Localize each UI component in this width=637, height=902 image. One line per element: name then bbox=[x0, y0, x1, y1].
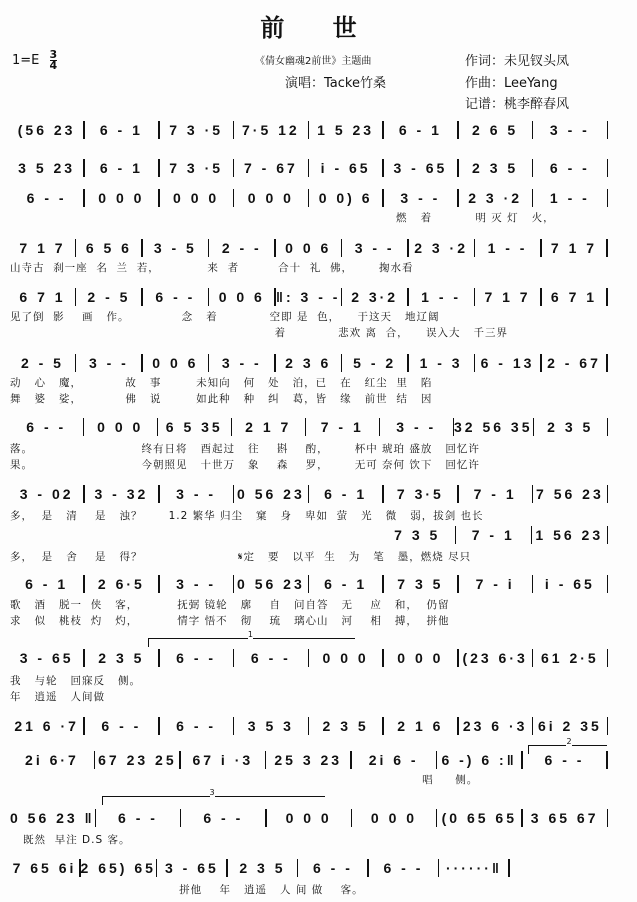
measure: 0 56 23 ‖ bbox=[10, 810, 95, 826]
measure: 6 - - bbox=[26, 419, 67, 435]
measure: 7 - 1 bbox=[473, 486, 517, 502]
measure: ······‖ bbox=[445, 860, 502, 876]
measure: 2 3 5 bbox=[472, 160, 519, 176]
bar-line bbox=[606, 751, 608, 769]
measure: 0 0 0 bbox=[370, 810, 418, 826]
measure: 2i 6 - bbox=[368, 752, 419, 768]
measure: 0 0 6 bbox=[152, 355, 199, 371]
notation-row bbox=[10, 750, 608, 770]
measure: 6 - - bbox=[118, 810, 158, 826]
measure: 2 3 ·2 bbox=[414, 240, 468, 256]
notation-row bbox=[10, 858, 510, 878]
measure: 7 - i bbox=[475, 576, 515, 592]
measure: 7 3 5 bbox=[397, 576, 444, 592]
lyric-line: 果。 今朝照见 十世万 象 森 罗， 无可 奈何 饮下 回忆许 bbox=[10, 459, 480, 471]
measure: 6 5 6 bbox=[85, 240, 132, 256]
measure: 23 6 ·3 bbox=[462, 718, 528, 734]
notation-row bbox=[10, 417, 608, 437]
measure: 25 3 23 bbox=[274, 752, 343, 768]
lyric-line: 唱 侧。 bbox=[10, 774, 479, 786]
composer: 作曲：LeeYang bbox=[465, 76, 558, 91]
bar-line bbox=[606, 239, 608, 257]
measure: 2 65) 65 bbox=[80, 860, 156, 876]
measure: 2 3 5 bbox=[322, 718, 369, 734]
measure: 6 - - bbox=[312, 860, 353, 876]
measure: 6 -) 6 :‖ bbox=[441, 752, 517, 768]
measure: 0 0 6 bbox=[218, 289, 265, 305]
notation-row bbox=[10, 574, 608, 594]
measure: 61 2·5 bbox=[541, 650, 599, 666]
measure: i - 65 bbox=[320, 160, 371, 176]
bar-line bbox=[607, 717, 609, 735]
measure: 0 0 6 bbox=[285, 240, 332, 256]
lyric-line: 我 与轮 回寐反 侧。 bbox=[10, 675, 142, 687]
measure: (56 23 bbox=[17, 122, 76, 138]
measure: (0 65 65 bbox=[441, 810, 517, 826]
lyricist: 作词：未见钗头凤 bbox=[465, 54, 570, 69]
measure: 6 - 1 bbox=[99, 122, 143, 138]
measure: 67 23 25 bbox=[98, 752, 177, 768]
measure: 2 3 ·2 bbox=[468, 190, 523, 206]
measure: 1 - - bbox=[421, 289, 462, 305]
bar-line bbox=[607, 121, 609, 139]
measure: 7 3 ·5 bbox=[169, 122, 224, 138]
lyric-line: 年 逍遥 人间做 bbox=[10, 691, 106, 703]
measure: 6 - - bbox=[549, 160, 590, 176]
measure: 0 56 23 bbox=[237, 486, 305, 502]
measure: 6 - - bbox=[203, 810, 244, 826]
bar-line bbox=[606, 354, 608, 372]
measure: 2 3 5 bbox=[98, 650, 145, 666]
measure: 6 - 1 bbox=[324, 576, 368, 592]
measure: 3 - - bbox=[400, 190, 441, 206]
measure: 0 0 0 bbox=[98, 190, 145, 206]
lyric-line: 拼他 年 逍遥 人 间 做 客。 bbox=[10, 884, 364, 896]
notation-row bbox=[10, 287, 608, 307]
lyric-line: 落。 终有日将 酉起过 往 斟 酌， 杯中 琥珀 盛放 回忆许 bbox=[10, 443, 480, 455]
volta-1-label: 1 bbox=[247, 630, 253, 639]
notation-row bbox=[10, 188, 608, 208]
measure: 7·5 12 bbox=[242, 122, 300, 138]
volta-1 bbox=[148, 630, 355, 647]
measure: 2 - - bbox=[221, 240, 262, 256]
measure: i - 65 bbox=[544, 576, 595, 592]
notation-row bbox=[10, 120, 608, 140]
time-top: 3 bbox=[49, 48, 58, 61]
measure: 3 - 5 bbox=[153, 240, 197, 256]
measure: 0 56 23 bbox=[237, 576, 305, 592]
measure: 3 - 65 bbox=[19, 650, 74, 666]
measure: 1 - - bbox=[487, 240, 528, 256]
lyric-line: 着 悲欢 离 合， 误入大 千三界 bbox=[10, 327, 509, 339]
measure: 0 0 0 bbox=[322, 650, 369, 666]
measure: 6 5 35 bbox=[165, 419, 223, 435]
measure: 1 56 23 bbox=[535, 527, 604, 543]
song-title: 前 世 bbox=[260, 13, 377, 42]
lyric-line: 山寺古 刹一座 名 兰 若， 来 者 合十 礼 佛， 掬水看 bbox=[10, 262, 414, 274]
bar-line bbox=[607, 485, 609, 503]
measure: 3 - - bbox=[396, 419, 437, 435]
measure: 2 3 6 bbox=[285, 355, 332, 371]
measure: 6 - - bbox=[383, 860, 424, 876]
lyric-line: 多， 是 清 是 浊？ 1.2 繁华 归尘 窠 身 卑如 萤 光 微 弱，拔剑 也长 bbox=[10, 510, 484, 522]
measure: 7 1 7 bbox=[484, 289, 531, 305]
measure: 2 1 6 bbox=[397, 718, 444, 734]
notation-row bbox=[10, 648, 608, 668]
bar-line bbox=[607, 809, 609, 827]
key: 1=E bbox=[12, 53, 40, 68]
measure: 7 - 1 bbox=[471, 527, 515, 543]
singer: 演唱：Tacke竹桑 bbox=[285, 76, 386, 91]
measure: 3 5 23 bbox=[18, 160, 76, 176]
lyric-line: 舞 婆 娑， 佛 说 如此种 种 纠 葛，皆 缘 前世 结 因 bbox=[10, 393, 433, 405]
measure: 7 1 7 bbox=[550, 240, 598, 256]
measure: 2 - 5 bbox=[87, 289, 131, 305]
measure: ‖: 3 - - bbox=[276, 289, 341, 305]
measure: 2 6 5 bbox=[472, 122, 519, 138]
bar-line bbox=[607, 575, 609, 593]
bar-line bbox=[607, 649, 609, 667]
measure: 32 56 35 bbox=[454, 419, 533, 435]
lyric-line: 动 心 魔， 故 事 未知向 何 处 泊，已 在 红尘 里 陷 bbox=[10, 377, 433, 389]
measure: 3 - - bbox=[176, 576, 217, 592]
notation-row bbox=[10, 716, 608, 736]
notation-row bbox=[10, 238, 608, 258]
measure: 7 - 1 bbox=[320, 419, 364, 435]
measure: 7 3·5 bbox=[396, 486, 444, 502]
measure: 1 - 3 bbox=[419, 355, 463, 371]
bar-line bbox=[607, 418, 609, 436]
measure: 6 7 1 bbox=[19, 289, 66, 305]
measure: 6 - 1 bbox=[398, 122, 442, 138]
time-bottom: 4 bbox=[49, 59, 58, 72]
measure: 6 - - bbox=[101, 718, 142, 734]
measure: 7 1 7 bbox=[19, 240, 66, 256]
measure: 7 65 6i bbox=[12, 860, 77, 876]
measure: 2 - 5 bbox=[20, 355, 64, 371]
measure: 0 0 0 bbox=[247, 190, 294, 206]
notation-row bbox=[10, 158, 608, 178]
bar-line bbox=[508, 859, 510, 877]
measure: 6 - - bbox=[250, 650, 291, 666]
measure: 0 0 0 bbox=[397, 650, 444, 666]
lyric-line: 既然 早注 D.S 客。 bbox=[10, 834, 131, 846]
measure: 5 - 2 bbox=[353, 355, 397, 371]
measure: 21 6 ·7 bbox=[14, 718, 79, 734]
transcriber: 记谱：桃李醉春风 bbox=[465, 97, 570, 112]
measure: 2 3 5 bbox=[239, 860, 286, 876]
measure: 6 - - bbox=[176, 650, 217, 666]
measure: 3 - - bbox=[354, 240, 395, 256]
bar-line bbox=[607, 526, 609, 544]
measure: 3 - 65 bbox=[393, 160, 448, 176]
measure: 6 - 1 bbox=[99, 160, 143, 176]
bar-line bbox=[607, 159, 609, 177]
measure: 2i 6·7 bbox=[25, 752, 79, 768]
measure: 6 - 13 bbox=[480, 355, 535, 371]
subtitle: 《倩女幽魂2前世》主题曲 bbox=[255, 56, 372, 67]
measure: 3 - 32 bbox=[94, 486, 149, 502]
measure: 0 0 0 bbox=[97, 419, 144, 435]
measure: 0 0 0 bbox=[173, 190, 220, 206]
measure: 3 65 67 bbox=[530, 810, 599, 826]
bar-line bbox=[607, 189, 609, 207]
measure: 0 0) 6 bbox=[318, 190, 373, 206]
measure: 3 - - bbox=[88, 355, 129, 371]
measure: 7 3 ·5 bbox=[169, 160, 224, 176]
measure: 1 5 23 bbox=[317, 122, 375, 138]
lyric-line: 多， 是 舍 是 得？ 𝄋定 要 以平 生 为 笔 墨，燃烧 尽只 bbox=[10, 551, 472, 563]
measure: 3 5 3 bbox=[247, 718, 294, 734]
measure: 7 - 67 bbox=[243, 160, 298, 176]
measure: 0 0 0 bbox=[285, 810, 332, 826]
volta-2-label: 2 bbox=[566, 737, 572, 746]
notation-row bbox=[10, 808, 608, 828]
measure: 6 - - bbox=[155, 289, 196, 305]
measure: (23 6·3 bbox=[462, 650, 528, 666]
measure: 6 - 1 bbox=[25, 576, 69, 592]
measure: 6 - - bbox=[544, 752, 585, 768]
measure: 7 3 5 bbox=[394, 527, 441, 543]
measure: 6i 2 35 bbox=[537, 718, 602, 734]
lyric-line: 求 似 桃枝 灼 灼， 情字 悟不 彻 琉 璃心山 河 相 搏， 拼他 bbox=[10, 615, 450, 627]
measure: 3 - 65 bbox=[164, 860, 219, 876]
measure: 3 - 02 bbox=[19, 486, 74, 502]
measure: 3 - - bbox=[549, 122, 590, 138]
measure: 2 6·5 bbox=[97, 576, 145, 592]
volta-3-label: 3 bbox=[209, 788, 215, 797]
measure: 67 i ·3 bbox=[192, 752, 254, 768]
measure: 1 - - bbox=[549, 190, 590, 206]
measure: 6 - - bbox=[176, 718, 217, 734]
notation-row bbox=[380, 525, 608, 545]
time-signature bbox=[50, 50, 58, 71]
lyric-line: 歌 酒 脱一 侠 客， 抚弼 镜轮 廓 自 问自答 无 应 和， 仍留 bbox=[10, 599, 450, 611]
bar-line bbox=[606, 288, 608, 306]
lyric-line: 燃 着 明 灭 灯 火， bbox=[10, 212, 555, 224]
notation-row bbox=[10, 353, 608, 373]
key-signature bbox=[12, 50, 57, 71]
measure: 3 - - bbox=[176, 486, 217, 502]
measure: 3 - - bbox=[221, 355, 262, 371]
volta-3 bbox=[102, 788, 325, 805]
measure: 6 7 1 bbox=[550, 289, 598, 305]
measure: 7 56 23 bbox=[536, 486, 604, 502]
measure: 2 - 67 bbox=[547, 355, 601, 371]
measure: 2 3·2 bbox=[351, 289, 399, 305]
measure: 2 1 7 bbox=[245, 419, 292, 435]
measure: 6 - - bbox=[26, 190, 67, 206]
measure: 6 - 1 bbox=[324, 486, 368, 502]
lyric-line: 见了倒 影 画 作。 念 着 空即 是 色， 于这天 地辽阔 bbox=[10, 311, 440, 323]
notation-row bbox=[10, 484, 608, 504]
measure: 2 3 5 bbox=[547, 419, 594, 435]
